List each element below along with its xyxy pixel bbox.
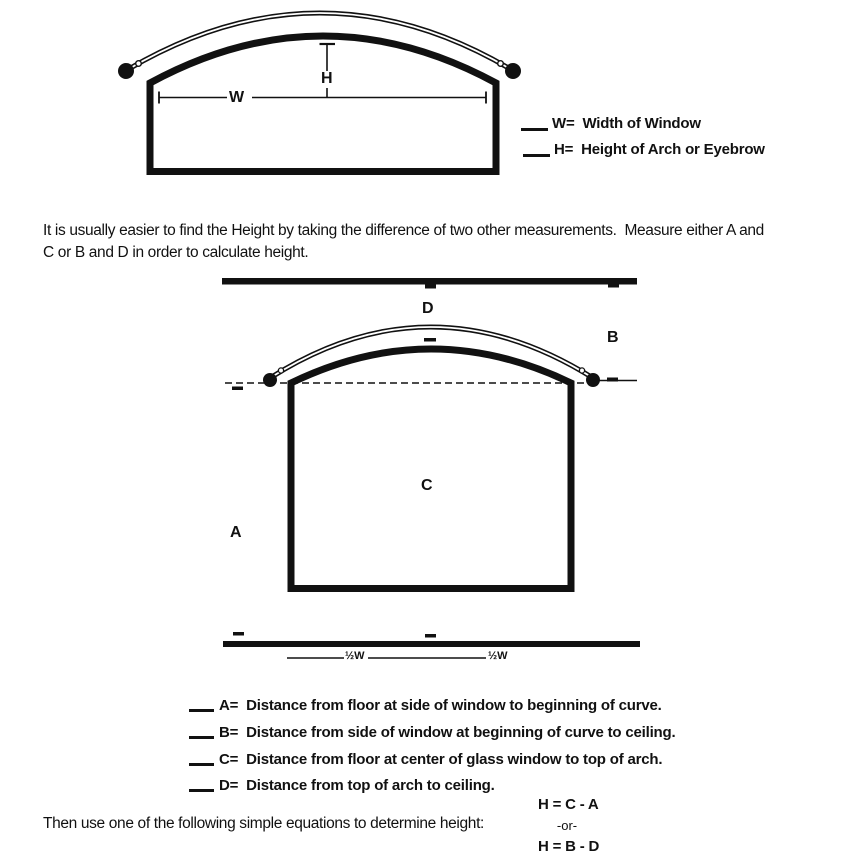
a-dimension-label: A bbox=[230, 524, 242, 541]
right-finial-ball bbox=[505, 63, 521, 79]
right-finial-collar bbox=[498, 61, 504, 67]
half-width-right-label: ½W bbox=[488, 650, 508, 662]
intro-line-2: C or B and D in order to calculate height. bbox=[43, 243, 309, 261]
ceiling-center-tick bbox=[425, 285, 436, 289]
equation-h-equals-c-minus-a: H = C - A bbox=[538, 796, 599, 813]
room-measurement-diagram bbox=[0, 265, 864, 675]
b-legend-text: B= Distance from side of window at beginning of curve to ceiling. bbox=[219, 724, 676, 741]
right-finial-ball bbox=[586, 373, 600, 387]
w-legend-text: W= Width of Window bbox=[552, 115, 701, 132]
h-legend-blank-line bbox=[523, 154, 550, 157]
c-legend-text: C= Distance from floor at center of glass window to top of arch. bbox=[219, 751, 663, 768]
equation-or-text: -or- bbox=[556, 818, 578, 833]
left-finial-ball bbox=[263, 373, 277, 387]
left-finial-collar bbox=[278, 368, 283, 373]
arch-peak-upper-tick bbox=[424, 338, 436, 342]
d-legend-text: D= Distance from top of arch to ceiling. bbox=[219, 777, 495, 794]
d-legend-blank-line bbox=[189, 789, 214, 792]
left-finial-collar bbox=[136, 61, 142, 67]
h-dimension-label: H bbox=[321, 70, 333, 87]
dashed-line-right-tick bbox=[607, 378, 618, 382]
b-dimension-label: B bbox=[607, 329, 619, 346]
intro-line-1: It is usually easier to find the Height by taking the difference of two other measurements. Measure either A and bbox=[43, 222, 764, 239]
intro-paragraph bbox=[43, 220, 764, 263]
d-dimension-label: D bbox=[422, 300, 434, 317]
left-finial-ball bbox=[118, 63, 134, 79]
w-legend-blank-line bbox=[521, 128, 548, 131]
equation-h-equals-b-minus-d: H = B - D bbox=[538, 838, 600, 855]
w-dimension-label: W bbox=[229, 89, 245, 106]
footer-sentence: Then use one of the following simple equations to determine height: bbox=[43, 815, 484, 832]
a-legend-text: A= Distance from floor at side of window to beginning of curve. bbox=[219, 697, 662, 714]
floor-center-tick bbox=[425, 634, 436, 638]
c-legend-blank-line bbox=[189, 763, 214, 766]
a-legend-blank-line bbox=[189, 709, 214, 712]
floor-line bbox=[223, 641, 640, 647]
right-finial-collar bbox=[579, 368, 584, 373]
dashed-line-left-tick bbox=[232, 387, 243, 391]
ceiling-right-tick bbox=[608, 284, 619, 288]
floor-left-tick bbox=[233, 632, 244, 636]
h-legend-text: H= Height of Arch or Eyebrow bbox=[554, 141, 765, 158]
arch-peak-lower-tick bbox=[424, 348, 437, 353]
arched-window-outline bbox=[150, 36, 496, 172]
ceiling-line bbox=[222, 278, 637, 285]
arched-window-diagram bbox=[0, 0, 864, 215]
half-width-left-label: ½W bbox=[345, 650, 365, 662]
c-dimension-label: C bbox=[421, 477, 433, 494]
window-outline bbox=[291, 349, 571, 589]
b-legend-blank-line bbox=[189, 736, 214, 739]
